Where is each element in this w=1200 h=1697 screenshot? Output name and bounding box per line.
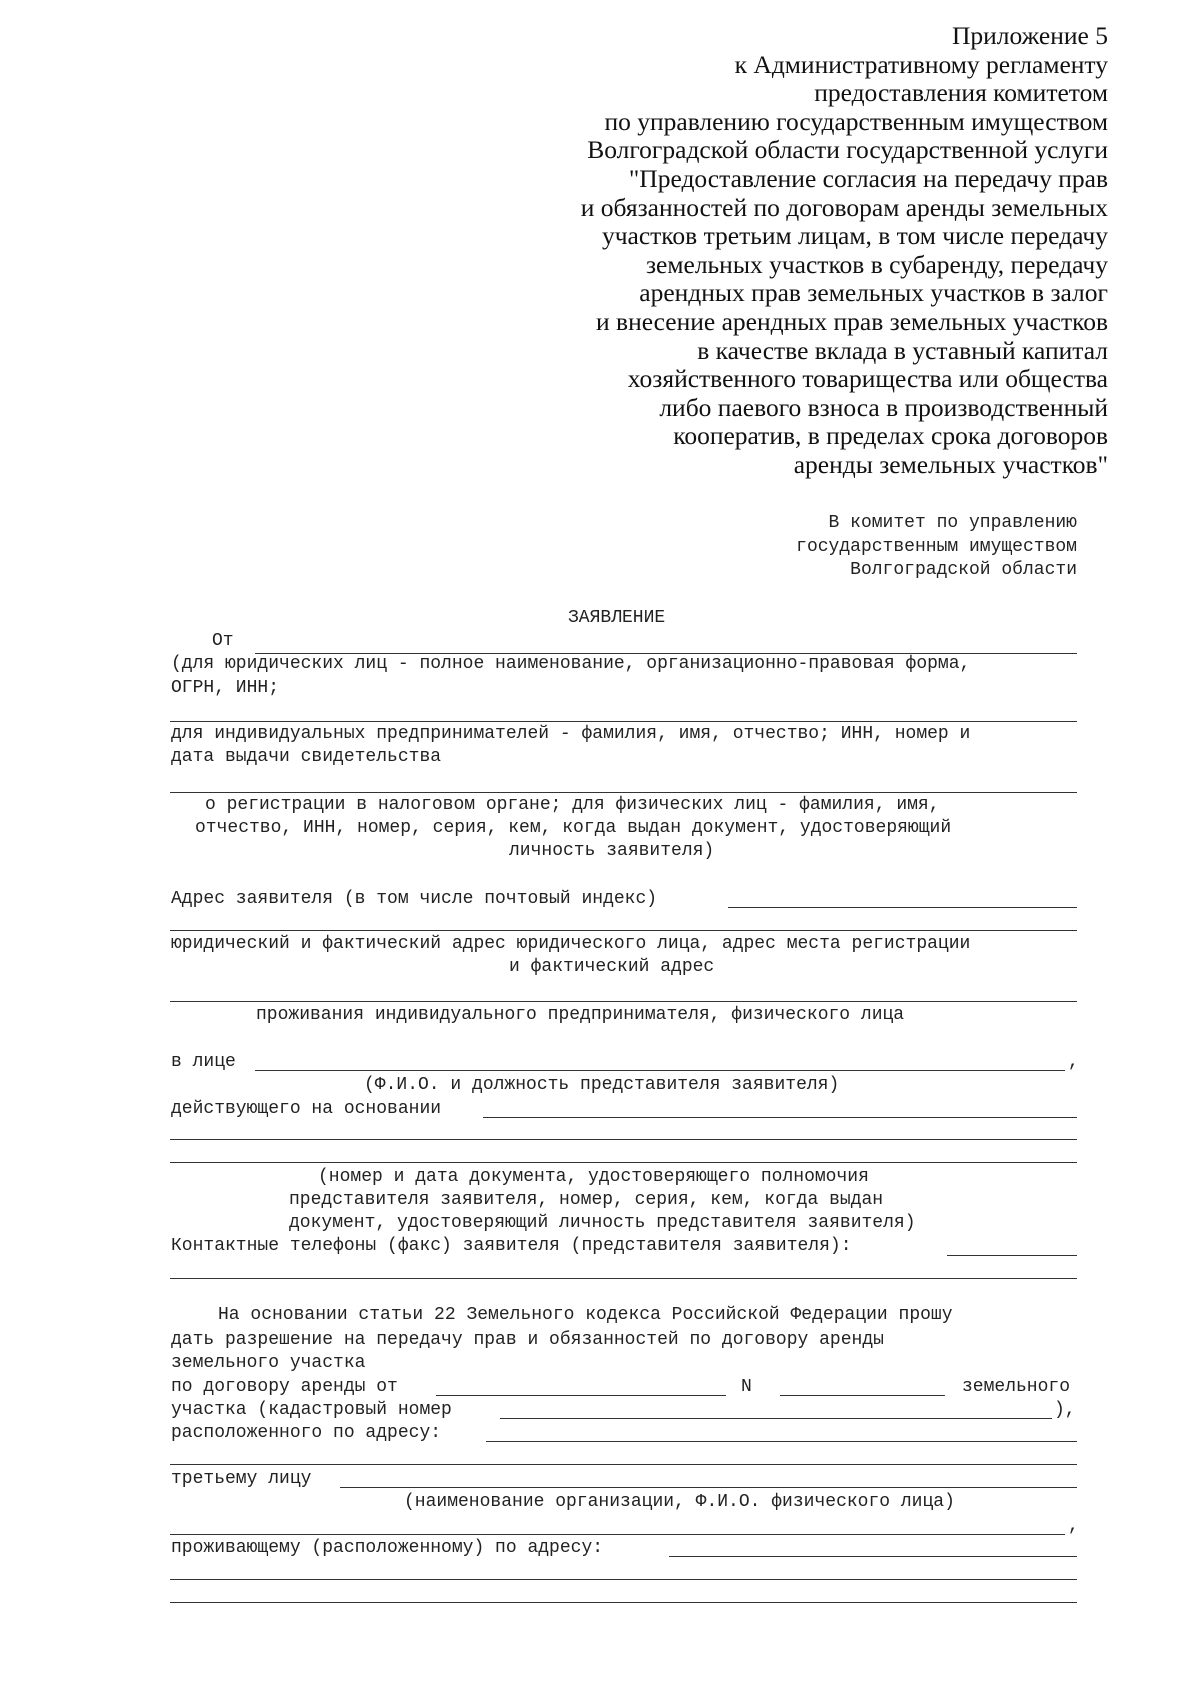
applicant-note: ОГРН, ИНН; (171, 678, 280, 698)
applicant-note: (для юридических лиц - полное наименование, организационно-правовая форма, (171, 654, 971, 674)
appendix-header (480, 22, 1108, 480)
address-note: проживания индивидуального предпринимателя, физического лица (256, 1005, 905, 1025)
appendix-line: к Административному регламенту (734, 49, 1108, 79)
third-party-note: (наименование организации, Ф.И.О. физического лица) (404, 1492, 955, 1512)
address-field-line[interactable] (170, 930, 1077, 931)
addressee-block (700, 512, 1077, 583)
request-text: земельного участка (171, 1353, 366, 1373)
addressee-line: В комитет по управлению (828, 513, 1077, 533)
phones-label: Контактные телефоны (факс) заявителя (представителя заявителя): (171, 1236, 852, 1256)
contract-from-label: по договору аренды от (171, 1377, 398, 1397)
residing-address-line[interactable] (170, 1579, 1077, 1580)
appendix-line: земельных участков в субаренду, передачу (645, 249, 1108, 279)
phones-field-line[interactable] (170, 1278, 1077, 1279)
basis-label: действующего на основании (171, 1099, 442, 1119)
basis-note: документ, удостоверяющий личность представителя заявителя) (289, 1213, 916, 1233)
basis-note: (номер и дата документа, удостоверяющего полномочия (318, 1167, 869, 1187)
applicant-note: для индивидуальных предпринимателей - фамилия, имя, отчество; ИНН, номер и (171, 724, 971, 744)
appendix-line: арендных прав земельных участков в залог (639, 278, 1108, 308)
appendix-line: хозяйственного товарищества или общества (627, 364, 1108, 394)
appendix-line: по управлению государственным имуществом (604, 106, 1108, 136)
appendix-line: аренды земельных участков" (793, 449, 1108, 479)
person-note: (Ф.И.О. и должность представителя заявителя) (364, 1075, 840, 1095)
appendix-line: либо паевого взноса в производственный (659, 392, 1108, 422)
applicant-note: отчество, ИНН, номер, серия, кем, когда выдан документ, удостоверяющий (195, 818, 952, 838)
appendix-line: в качестве вклада в уставный капитал (697, 335, 1108, 365)
applicant-field-line[interactable] (170, 721, 1077, 722)
appendix-line: Приложение 5 (952, 21, 1108, 50)
location-label: расположенного по адресу: (171, 1423, 442, 1443)
from-label: От (212, 631, 234, 651)
third-party-field-line[interactable] (170, 1534, 1065, 1535)
basis-field-line[interactable] (170, 1139, 1077, 1140)
appendix-line: предоставления комитетом (814, 78, 1108, 108)
appendix-line: Волгоградской области государственной услуги (587, 135, 1108, 165)
addressee-line: государственным имуществом (796, 536, 1077, 557)
basis-field[interactable] (483, 1117, 1077, 1118)
appendix-line: участков третьим лицам, в том числе передачу (601, 221, 1108, 251)
land-word: земельного (962, 1377, 1071, 1397)
representative-field[interactable] (255, 1070, 1065, 1071)
cadastral-label: участка (кадастровый номер (171, 1400, 452, 1420)
appendix-line: и обязанностей по договорам аренды земельных (580, 192, 1108, 222)
residing-address-line[interactable] (170, 1602, 1077, 1603)
address-label: Адрес заявителя (в том числе почтовый индекс) (171, 889, 658, 909)
address-note: юридический и фактический адрес юридического лица, адрес места регистрации (171, 934, 971, 954)
addressee-line: Волгоградской области (850, 560, 1077, 580)
residing-address-field[interactable] (669, 1556, 1077, 1557)
person-comma: , (1068, 1052, 1079, 1072)
applicant-field-line[interactable] (170, 792, 1077, 793)
request-text: дать разрешение на передачу прав и обязанностей по договору аренды (171, 1330, 884, 1350)
request-text: На основании статьи 22 Земельного кодекса Российской Федерации прошу (218, 1305, 953, 1325)
appendix-line: "Предоставление согласия на передачу прав (628, 163, 1108, 193)
phones-field[interactable] (947, 1255, 1077, 1256)
form-title: ЗАЯВЛЕНИЕ (568, 608, 666, 628)
basis-field-line[interactable] (170, 1162, 1077, 1163)
third-party-label: третьему лицу (171, 1469, 312, 1489)
contract-date-field[interactable] (436, 1395, 726, 1396)
contract-number-label: N (741, 1377, 752, 1397)
appendix-line: кооператив, в пределах срока договоров (673, 421, 1108, 451)
cadastral-number-field[interactable] (500, 1418, 1052, 1419)
location-address-field[interactable] (486, 1441, 1077, 1442)
third-party-field[interactable] (340, 1487, 1077, 1488)
appendix-line: и внесение арендных прав земельных участков (596, 306, 1108, 336)
residing-label: проживающему (расположенному) по адресу: (171, 1538, 604, 1558)
applicant-note: о регистрации в налоговом органе; для физических лиц - фамилия, имя, (205, 795, 940, 815)
contract-number-field[interactable] (780, 1395, 945, 1396)
applicant-note: личность заявителя) (509, 841, 715, 861)
cadastral-close: ), (1054, 1400, 1076, 1420)
address-note: и фактический адрес (509, 957, 715, 977)
third-party-comma: , (1068, 1516, 1079, 1536)
applicant-note: дата выдачи свидетельства (171, 747, 442, 767)
basis-note: представителя заявителя, номер, серия, кем, когда выдан (289, 1190, 884, 1210)
address-field-line[interactable] (170, 1001, 1077, 1002)
address-field[interactable] (728, 907, 1077, 908)
location-address-line[interactable] (170, 1464, 1077, 1465)
person-label: в лице (171, 1052, 236, 1072)
